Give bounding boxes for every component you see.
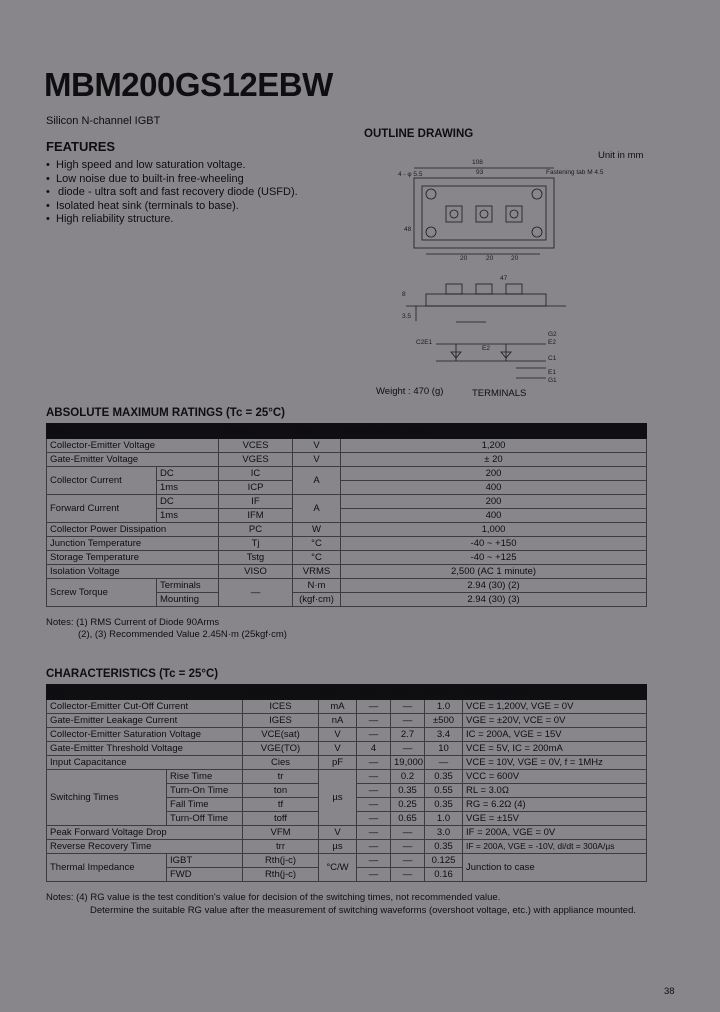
unit-cell: V — [293, 453, 341, 467]
condition-cell: DC — [157, 467, 219, 481]
dim-label: 47 — [500, 275, 508, 282]
item-cell: Collector Current — [47, 467, 157, 495]
symbol-cell: ton — [243, 784, 319, 798]
item-cell: Collector Power Dissipation — [47, 523, 219, 537]
abs-max-heading: ABSOLUTE MAXIMUM RATINGS (Tc = 25°C) — [46, 407, 285, 419]
unit-cell: (kgf·cm) — [293, 593, 341, 607]
unit-cell: °C — [293, 537, 341, 551]
max-cell: — — [425, 756, 463, 770]
package-top-view — [414, 178, 554, 248]
condition-cell: VCE = 5V, IC = 200mA — [463, 742, 647, 756]
table-row — [47, 728, 647, 742]
table-row — [47, 439, 647, 453]
symbol-cell: VCES — [219, 439, 293, 453]
unit-cell: µs — [319, 770, 357, 826]
min-cell: — — [357, 714, 391, 728]
page-title: MBM200GS12EBW — [44, 66, 333, 103]
condition-cell: 1ms — [157, 481, 219, 495]
condition-cell: IF = 200A, VGE = -10V, di/dt = 300A/µs — [463, 840, 647, 854]
value-cell: 400 — [341, 509, 647, 523]
col-header: MBM200GS12EBW — [341, 424, 647, 439]
typ-cell: — — [391, 868, 425, 882]
fastener-note: Fastening tab M 4.5 — [546, 169, 604, 176]
pin-label: E2 — [482, 345, 490, 352]
sub-item-cell: FWD — [167, 868, 243, 882]
mounting-hole — [426, 227, 436, 237]
symbol-cell: — — [219, 579, 293, 607]
value-cell: 200 — [341, 467, 647, 481]
table-row — [47, 537, 647, 551]
value-cell: 200 — [341, 495, 647, 509]
dim-label: 93 — [476, 169, 484, 176]
condition-cell: RG = 6.2Ω (4) — [463, 798, 647, 812]
min-cell: — — [357, 770, 391, 784]
symbol-cell: Tj — [219, 537, 293, 551]
symbol-cell: Cies — [243, 756, 319, 770]
typ-cell: 19,000 — [391, 756, 425, 770]
dim-label: 48 — [404, 226, 412, 233]
table-row — [47, 495, 647, 509]
unit-cell: W — [293, 523, 341, 537]
col-header: Min. — [357, 685, 391, 700]
features-heading: FEATURES — [46, 139, 116, 154]
table-row — [47, 700, 647, 714]
note-line: Notes: (1) RMS Current of Diode 90Arms — [46, 617, 220, 628]
col-header: Item — [47, 424, 219, 439]
table-row — [47, 453, 647, 467]
pin-label: C2E1 — [416, 339, 433, 346]
sub-item-cell: Fall Time — [167, 798, 243, 812]
min-cell: 4 — [357, 742, 391, 756]
typ-cell: — — [391, 714, 425, 728]
col-header: Unit — [319, 685, 357, 700]
typ-cell: 2.7 — [391, 728, 425, 742]
value-cell: 2,500 (AC 1 minute) — [341, 565, 647, 579]
symbol-cell: toff — [243, 812, 319, 826]
dim-label: 20 — [486, 255, 494, 262]
symbol-cell: PC — [219, 523, 293, 537]
max-cell: 0.125 — [425, 854, 463, 868]
max-cell: 3.0 — [425, 826, 463, 840]
item-cell: Junction Temperature — [47, 537, 219, 551]
table-row — [47, 467, 647, 481]
abs-max-notes — [46, 617, 287, 641]
min-cell: — — [357, 756, 391, 770]
device-subtitle: Silicon N-channel IGBT — [46, 115, 161, 127]
condition-cell: VCC = 600V — [463, 770, 647, 784]
terminal-c2e1 — [446, 206, 462, 222]
item-cell: Collector-Emitter Saturation Voltage — [47, 728, 243, 742]
typ-cell: 0.2 — [391, 770, 425, 784]
feature-item: • Isolated heat sink (terminals to base). — [46, 200, 326, 214]
symbol-cell: tr — [243, 770, 319, 784]
condition-cell: VCE = 1,200V, VGE = 0V — [463, 700, 647, 714]
table-row — [47, 551, 647, 565]
abs-max-table — [46, 423, 647, 607]
page-number: 38 — [664, 986, 675, 997]
symbol-cell: IC — [219, 467, 293, 481]
min-cell: — — [357, 868, 391, 882]
feature-item: • High speed and low saturation voltage. — [46, 159, 326, 173]
condition-cell: VGE = ±15V — [463, 812, 647, 826]
characteristics-heading: CHARACTERISTICS (Tc = 25°C) — [46, 668, 219, 680]
min-cell: — — [357, 840, 391, 854]
terminals-label: TERMINALS — [472, 388, 527, 399]
outline-heading: OUTLINE DRAWING — [364, 128, 474, 140]
note-line: Determine the suitable RG value after the measurement of switching waveforms (overshoot voltage, etc.) with appliance mounted. — [90, 905, 636, 916]
unit-cell: µs — [319, 840, 357, 854]
value-cell: ± 20 — [341, 453, 647, 467]
col-header: Symbol — [243, 685, 319, 700]
item-cell: Gate-Emitter Voltage — [47, 453, 219, 467]
item-cell: Screw Torque — [47, 579, 157, 607]
typ-cell: — — [391, 840, 425, 854]
max-cell: ±500 — [425, 714, 463, 728]
dim-label: 8 — [402, 291, 406, 298]
symbol-cell: VFM — [243, 826, 319, 840]
max-cell: 0.35 — [425, 798, 463, 812]
symbol-cell: trr — [243, 840, 319, 854]
max-cell: 10 — [425, 742, 463, 756]
table-header-row — [47, 685, 647, 700]
unit-cell: V — [319, 742, 357, 756]
typ-cell: 0.35 — [391, 784, 425, 798]
min-cell: — — [357, 728, 391, 742]
circuit-diagram — [436, 344, 546, 378]
terminal-c1 — [506, 206, 522, 222]
units-label: Unit in mm — [598, 150, 644, 161]
condition-cell: Junction to case — [463, 854, 647, 882]
condition-cell: IF = 200A, VGE = 0V — [463, 826, 647, 840]
symbol-cell: Rth(j-c) — [243, 868, 319, 882]
value-cell: 2.94 (30) (3) — [341, 593, 647, 607]
symbol-cell: VGES — [219, 453, 293, 467]
item-cell: Storage Temperature — [47, 551, 219, 565]
features-list — [46, 159, 326, 227]
value-cell: -40 ~ +125 — [341, 551, 647, 565]
symbol-cell: ICES — [243, 700, 319, 714]
condition-cell: DC — [157, 495, 219, 509]
unit-cell: VRMS — [293, 565, 341, 579]
col-header: Unit — [293, 424, 341, 439]
item-cell: Input Capacitance — [47, 756, 243, 770]
dim-label: 20 — [511, 255, 519, 262]
pin-label: G1 — [548, 377, 557, 384]
feature-item-continued: • diode - ultra soft and fast recovery diode (USFD). — [46, 186, 326, 200]
table-row — [47, 579, 647, 593]
item-cell: Gate-Emitter Leakage Current — [47, 714, 243, 728]
unit-cell: V — [293, 439, 341, 453]
col-header: Item — [47, 685, 243, 700]
feature-item: • High reliability structure. — [46, 213, 326, 227]
sub-item-cell: Rise Time — [167, 770, 243, 784]
symbol-cell: Rth(j-c) — [243, 854, 319, 868]
condition-cell: VGE = ±20V, VCE = 0V — [463, 714, 647, 728]
value-cell: 1,200 — [341, 439, 647, 453]
item-cell: Switching Times — [47, 770, 167, 826]
col-header: Max. — [425, 685, 463, 700]
table-header-row — [47, 424, 647, 439]
condition-cell: IC = 200A, VGE = 15V — [463, 728, 647, 742]
pin-label: G2 — [548, 331, 557, 338]
condition-cell: 1ms — [157, 509, 219, 523]
col-header: Test Conditions — [463, 685, 647, 700]
symbol-cell: ICP — [219, 481, 293, 495]
unit-cell: V — [319, 826, 357, 840]
condition-cell: Terminals — [157, 579, 219, 593]
max-cell: 3.4 — [425, 728, 463, 742]
item-cell: Reverse Recovery Time — [47, 840, 243, 854]
sub-item-cell: Turn-Off Time — [167, 812, 243, 826]
min-cell: — — [357, 700, 391, 714]
unit-cell: A — [293, 467, 341, 495]
table-row — [47, 770, 647, 784]
characteristics-table — [46, 684, 647, 882]
typ-cell: — — [391, 700, 425, 714]
condition-cell: VCE = 10V, VGE = 0V, f = 1MHz — [463, 756, 647, 770]
max-cell: 0.16 — [425, 868, 463, 882]
condition-cell: RL = 3.0Ω — [463, 784, 647, 798]
typ-cell: — — [391, 742, 425, 756]
unit-cell: °C — [293, 551, 341, 565]
unit-cell: °C/W — [319, 854, 357, 882]
note-line: (2), (3) Recommended Value 2.45N·m (25kgf·cm) — [78, 629, 287, 640]
feature-item: • Low noise due to built-in free-wheeling — [46, 173, 326, 187]
table-row — [47, 523, 647, 537]
condition-cell: Mounting — [157, 593, 219, 607]
mounting-hole — [426, 189, 436, 199]
max-cell: 1.0 — [425, 700, 463, 714]
mounting-hole — [532, 189, 542, 199]
symbol-cell: VGE(TO) — [243, 742, 319, 756]
col-header: Typ. — [391, 685, 425, 700]
symbol-cell: VCE(sat) — [243, 728, 319, 742]
mounting-hole — [532, 227, 542, 237]
table-row — [47, 826, 647, 840]
unit-cell: mA — [319, 700, 357, 714]
symbol-cell: IGES — [243, 714, 319, 728]
item-cell: Peak Forward Voltage Drop — [47, 826, 243, 840]
pin-label: C1 — [548, 355, 557, 362]
item-cell: Gate-Emitter Threshold Voltage — [47, 742, 243, 756]
max-cell: 0.35 — [425, 770, 463, 784]
dim-label: 108 — [472, 159, 483, 166]
unit-cell: nA — [319, 714, 357, 728]
min-cell: — — [357, 798, 391, 812]
value-cell: 400 — [341, 481, 647, 495]
dim-label: 20 — [460, 255, 468, 262]
max-cell: 1.0 — [425, 812, 463, 826]
sub-item-cell: IGBT — [167, 854, 243, 868]
table-row — [47, 840, 647, 854]
item-cell: Collector-Emitter Cut-Off Current — [47, 700, 243, 714]
item-cell: Thermal Impedance — [47, 854, 167, 882]
sub-item-cell: Turn-On Time — [167, 784, 243, 798]
value-cell: 1,000 — [341, 523, 647, 537]
table-row — [47, 854, 647, 868]
min-cell: — — [357, 826, 391, 840]
symbol-cell: IFM — [219, 509, 293, 523]
min-cell: — — [357, 784, 391, 798]
col-header: Symbol — [219, 424, 293, 439]
item-cell: Collector-Emitter Voltage — [47, 439, 219, 453]
table-row — [47, 756, 647, 770]
typ-cell: 0.65 — [391, 812, 425, 826]
unit-cell: pF — [319, 756, 357, 770]
unit-cell: V — [319, 728, 357, 742]
value-cell: -40 ~ +150 — [341, 537, 647, 551]
pin-label: E1 — [548, 369, 556, 376]
value-cell: 2.94 (30) (2) — [341, 579, 647, 593]
table-row — [47, 714, 647, 728]
dim-label: 3.5 — [402, 313, 412, 320]
terminal-e2 — [476, 206, 492, 222]
typ-cell: 0.25 — [391, 798, 425, 812]
symbol-cell: Tstg — [219, 551, 293, 565]
symbol-cell: IF — [219, 495, 293, 509]
typ-cell: — — [391, 854, 425, 868]
max-cell: 0.55 — [425, 784, 463, 798]
item-cell: Isolation Voltage — [47, 565, 219, 579]
weight-label: Weight : 470 (g) — [376, 386, 444, 397]
typ-cell: — — [391, 826, 425, 840]
item-cell: Forward Current — [47, 495, 157, 523]
table-row — [47, 742, 647, 756]
min-cell: — — [357, 854, 391, 868]
characteristics-notes — [46, 891, 636, 917]
note-line: Notes: (4) RG value is the test condition's value for decision of the switching times, not recommended value. — [46, 892, 501, 903]
symbol-cell: tf — [243, 798, 319, 812]
pin-label: E2 — [548, 339, 556, 346]
unit-cell: N·m — [293, 579, 341, 593]
symbol-cell: VISO — [219, 565, 293, 579]
table-row — [47, 565, 647, 579]
max-cell: 0.35 — [425, 840, 463, 854]
outline-drawing — [396, 156, 604, 386]
min-cell: — — [357, 812, 391, 826]
dim-label: 4 - φ 5.5 — [398, 171, 423, 178]
unit-cell: A — [293, 495, 341, 523]
